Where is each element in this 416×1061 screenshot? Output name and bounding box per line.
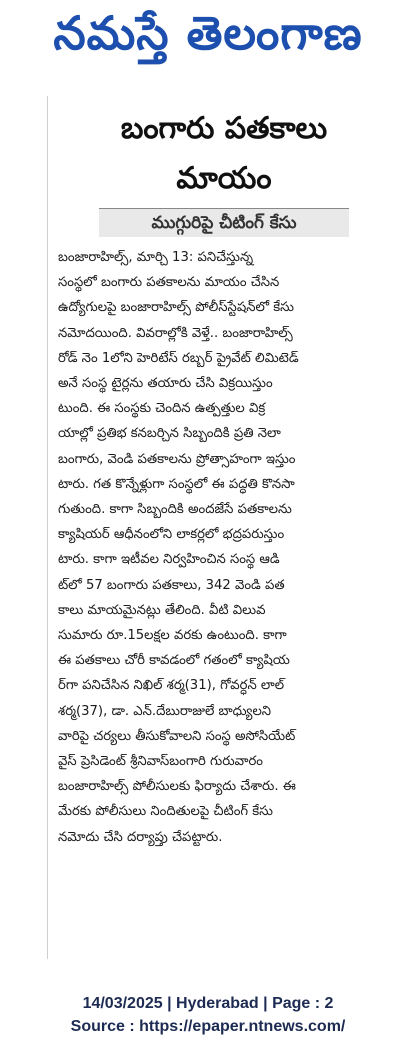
- body-line: నమోదు చేసి దర్యాప్తు చేపట్టారు.: [58, 829, 223, 845]
- masthead-title: నమస్తే తెలంగాణ: [53, 6, 363, 60]
- body-line: శర్మ(37), డా. ఎన్.దేబురాజులే బాధ్యులని: [58, 703, 272, 719]
- body-line: బంగారు, వెండి పతకాలను ప్రోత్సాహంగా ఇస్తుం: [58, 451, 296, 467]
- body-line: టారు. కాగా ఇటీవల నిర్వహించిన సంస్థ ఆడి: [58, 552, 280, 568]
- body-line: కాలు మాయమైనట్లు తేలింది. వీటి విలువ: [58, 602, 266, 618]
- article-headline: [48, 104, 400, 204]
- body-line: బంజారాహిల్స్ పోలీసులకు ఫిర్యాదు చేశారు. ఈ: [58, 779, 296, 795]
- headline-line-1: బంగారు పతకాలు: [120, 111, 328, 146]
- body-line: రోడ్ నెం 1లోని హెరిటేస్ రబ్బర్ ప్రైవేట్ లిమిటెడ్: [58, 350, 299, 366]
- body-line: వారిపై చర్యలు తీసుకోవాలని సంస్థ అసోసియేట్: [58, 728, 296, 744]
- body-line: టుంది. ఈ సంస్థకు చెందిన ఉత్పత్తుల విక్ర: [58, 401, 266, 417]
- article-body: [58, 245, 390, 850]
- footer-date-edition: 14/03/2025 | Hyderabad | Page : 2: [82, 995, 334, 1012]
- body-line: క్యాషియర్ ఆధీనంలోని లాకర్లలో భద్రపరుస్తుం: [58, 527, 285, 543]
- body-line: ట్‌లో 57 బంగారు పతకాలు, 342 వెండి పత: [58, 577, 285, 593]
- body-line: ఈ పతకాలు చోరీ కావడంలో గతంలో క్యాషియ: [58, 653, 290, 669]
- body-line: సంస్థలో బంగారు పతకాలను మాయం చేసిన: [58, 275, 280, 291]
- body-line: యాల్లో ప్రతిభ కనబర్చిన సిబ్బందికి ప్రతి నెలా: [58, 426, 281, 442]
- body-line: టారు. గత కొన్నేళ్లుగా సంస్థలో ఈ పద్ధతి కొనసా: [58, 476, 295, 492]
- body-line: సుమారు రూ.15లక్షల వరకు ఉంటుంది. కాగా: [58, 628, 287, 644]
- body-line: వైస్ ప్రెసిడెంట్ శ్రీనివాస్‌బంగారి గురువారం: [58, 754, 263, 770]
- body-line: అనే సంస్థ టైర్లను తయారు చేసి విక్రయిస్తుం: [58, 376, 273, 392]
- footer-source-link[interactable]: Source : https://epaper.ntnews.com/: [70, 1018, 346, 1035]
- body-line: నమోదయింది. వివరాల్లోకి వెళ్తే.. బంజారాహిల్స్: [58, 325, 293, 341]
- newspaper-masthead: [6, 4, 410, 74]
- body-line: ఉద్యోగులపై బంజారాహిల్స్ పోలీస్‌స్టేషన్‌లో కేసు: [58, 300, 294, 316]
- article-subheadline: ముగ్గురిపై చీటింగ్ కేసు: [99, 209, 349, 237]
- body-line: మేరకు పోలీసులు నిందితులపై చీటింగ్ కేసు: [58, 804, 273, 820]
- headline-line-2: మాయం: [176, 161, 272, 196]
- article-clipping: [47, 96, 400, 959]
- body-line: బంజారాహిల్స్, మార్చి 13: పనిచేస్తున్న: [58, 250, 254, 265]
- body-line: గుతుంది. కాగా సిబ్బందికి అందజేసే పతకాలను: [58, 502, 292, 518]
- body-line: ర్‌గా పనిచేసిన నిఖిల్ శర్మ(31), గోవర్ధన్ లాల్: [58, 678, 285, 694]
